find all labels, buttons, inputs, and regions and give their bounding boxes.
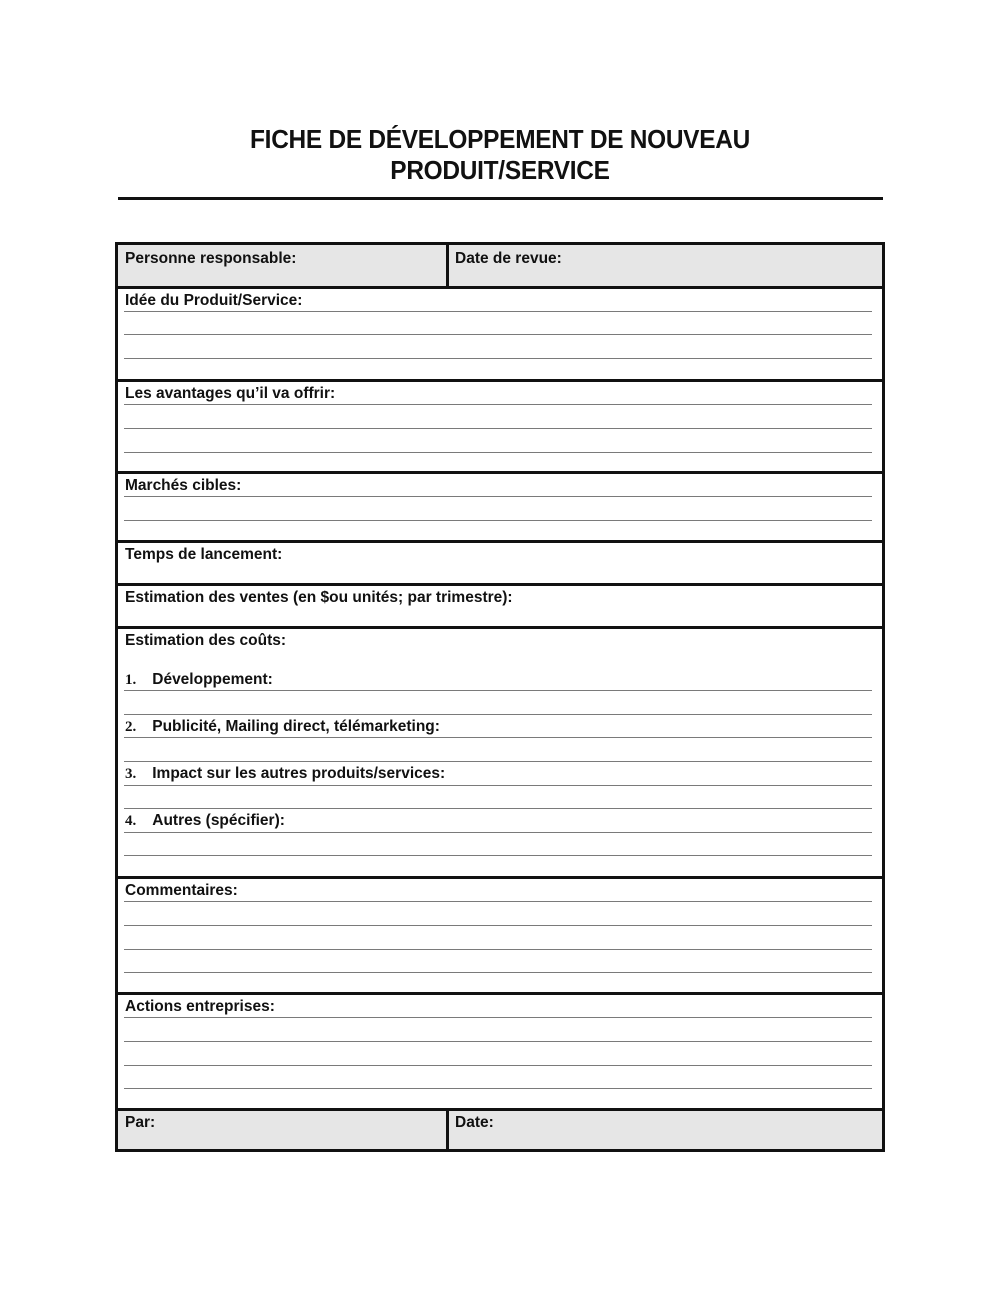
section-target-markets[interactable] <box>118 471 882 540</box>
ruled-line <box>124 496 872 497</box>
cost-item-number: 1. <box>125 672 137 688</box>
ruled-line <box>124 311 872 312</box>
section-comments[interactable] <box>118 876 882 992</box>
ruled-line <box>124 714 872 715</box>
actions-taken-label: Actions entreprises: <box>125 998 275 1015</box>
ruled-line <box>124 358 872 359</box>
ruled-line <box>124 1017 872 1018</box>
cost-item-number: 4. <box>125 813 137 829</box>
section-product-idea[interactable] <box>118 286 882 379</box>
date-field[interactable]: Date: <box>455 1114 494 1131</box>
section-cost-estimate <box>118 626 882 876</box>
cost-estimate-label: Estimation des coûts: <box>125 632 287 649</box>
page-title <box>30 124 970 186</box>
section-launch-time[interactable] <box>118 540 882 583</box>
ruled-line <box>124 855 872 856</box>
ruled-line <box>124 520 872 521</box>
cost-item-label: Publicité, Mailing direct, télémarketing: <box>152 718 440 735</box>
cost-item-other[interactable] <box>125 812 285 830</box>
ruled-line <box>124 761 872 762</box>
section-actions-taken[interactable] <box>118 992 882 1108</box>
cost-item-development[interactable] <box>125 671 273 689</box>
cost-item-label: Autres (spécifier): <box>152 812 285 829</box>
target-markets-label: Marchés cibles: <box>125 477 242 494</box>
ruled-line <box>124 428 872 429</box>
ruled-line <box>124 949 872 950</box>
ruled-line <box>124 925 872 926</box>
ruled-line <box>124 972 872 973</box>
footer-divider <box>446 1111 449 1149</box>
ruled-line <box>124 832 872 833</box>
launch-time-label: Temps de lancement: <box>125 546 283 563</box>
responsible-person-field[interactable]: Personne responsable: <box>125 250 297 267</box>
cost-item-number: 3. <box>125 766 137 782</box>
section-benefits[interactable] <box>118 379 882 471</box>
ruled-line <box>124 452 872 453</box>
ruled-line <box>124 1065 872 1066</box>
benefits-label: Les avantages qu’il va offrir: <box>125 385 336 402</box>
cost-item-label: Développement: <box>152 671 273 688</box>
footer-row <box>118 1108 882 1149</box>
title-divider <box>118 197 883 200</box>
section-sales-estimate[interactable] <box>118 583 882 626</box>
title-line-1: FICHE DE DÉVELOPPEMENT DE NOUVEAU <box>250 124 750 154</box>
ruled-line <box>124 1041 872 1042</box>
header-divider <box>446 245 449 286</box>
cost-item-number: 2. <box>125 719 137 735</box>
by-field[interactable]: Par: <box>125 1114 156 1131</box>
product-development-form <box>115 242 885 1152</box>
ruled-line <box>124 1088 872 1089</box>
ruled-line <box>124 737 872 738</box>
ruled-line <box>124 901 872 902</box>
ruled-line <box>124 334 872 335</box>
review-date-field[interactable]: Date de revue: <box>455 250 562 267</box>
title-line-2: PRODUIT/SERVICE <box>390 155 610 185</box>
cost-item-label: Impact sur les autres produits/services: <box>152 765 446 782</box>
cost-item-impact[interactable] <box>125 765 445 783</box>
product-idea-label: Idée du Produit/Service: <box>125 292 303 309</box>
header-row <box>118 245 882 286</box>
ruled-line <box>124 404 872 405</box>
ruled-line <box>124 785 872 786</box>
ruled-line <box>124 808 872 809</box>
comments-label: Commentaires: <box>125 882 238 899</box>
sales-estimate-label: Estimation des ventes (en $ou unités; par trimestre): <box>125 589 513 606</box>
ruled-line <box>124 690 872 691</box>
cost-item-advertising[interactable] <box>125 718 440 736</box>
